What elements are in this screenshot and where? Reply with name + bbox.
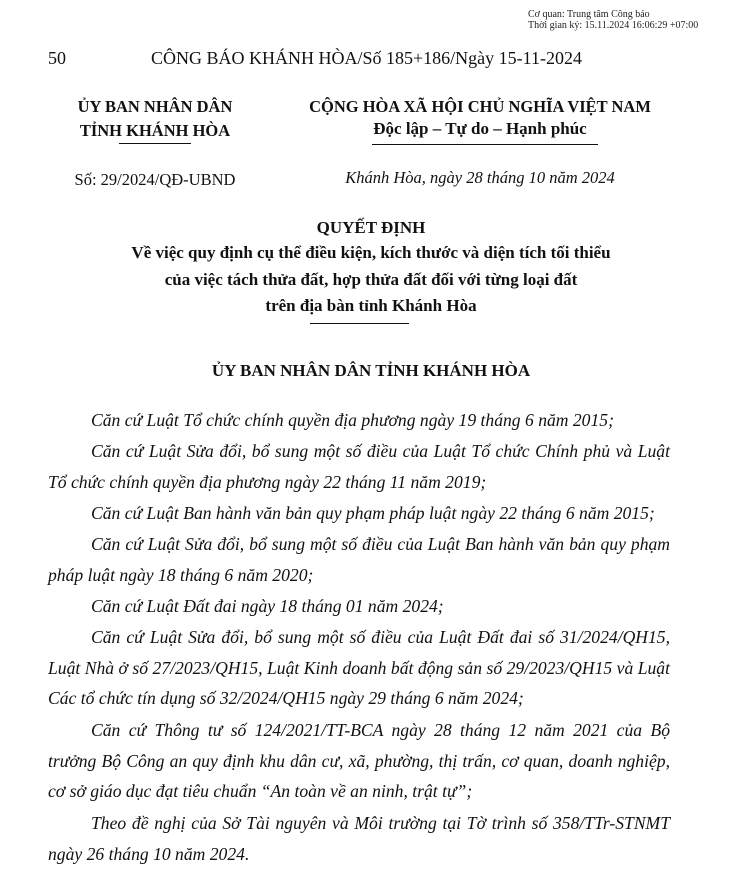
legal-basis-7: Căn cứ Thông tư số 124/2021/TT-BCA ngày 28 tháng 12 năm 2021 của Bộ trưởng Bộ Công an quy định khu dân cư, xã, phường, thị trấn, cơ quan, doanh nghiệp, cơ sở giáo dục đạt tiêu chuẩn “An toàn về an ninh, trật tự”; bbox=[48, 720, 670, 802]
subject-underline bbox=[310, 323, 409, 324]
signature-stamp-agency: Cơ quan: Trung tâm Công báo bbox=[528, 9, 650, 20]
proposal-paragraph: Theo đề nghị của Sở Tài nguyên và Môi trường tại Tờ trình số 358/TTr-STNMT ngày 26 tháng 10 năm 2024. bbox=[48, 813, 670, 864]
legal-basis-6: Căn cứ Luật Sửa đổi, bổ sung một số điều của Luật Đất đai số 31/2024/QH15, Luật Nhà ở số 27/2023/QH15, Luật Kinh doanh bất động sản số 29/2023/QH15 và Luật Các tổ chức tín dụng số 32/2024/QH15 ngày 29 tháng 6 năm 2024; bbox=[48, 627, 670, 709]
issuer-line-2: TỈNH KHÁNH HÒA bbox=[79, 121, 231, 140]
decision-title: QUYẾT ĐỊNH bbox=[316, 218, 426, 237]
motto-underline bbox=[372, 144, 598, 145]
gazette-header: CÔNG BÁO KHÁNH HÒA/Số 185+186/Ngày 15-11-2024 bbox=[151, 48, 582, 68]
decision-subject-line-3: trên địa bàn tỉnh Khánh Hòa bbox=[265, 296, 477, 315]
legal-basis-5: Căn cứ Luật Đất đai ngày 18 tháng 01 năm 2024; bbox=[91, 596, 444, 616]
decision-subject-line-1: Về việc quy định cụ thể điều kiện, kích thước và diện tích tối thiểu bbox=[131, 243, 611, 262]
signature-stamp-time: Thời gian ký: 15.11.2024 16:06:29 +07:00 bbox=[528, 20, 699, 31]
legal-basis-1: Căn cứ Luật Tổ chức chính quyền địa phương ngày 19 tháng 6 năm 2015; bbox=[91, 410, 614, 430]
document-number: Số: 29/2024/QĐ-UBND bbox=[74, 170, 236, 189]
place-date: Khánh Hòa, ngày 28 tháng 10 năm 2024 bbox=[345, 168, 615, 187]
legal-basis-2: Căn cứ Luật Sửa đổi, bổ sung một số điều của Luật Tổ chức Chính phủ và Luật Tổ chức chính quyền địa phương ngày 22 tháng 11 năm 2019; bbox=[48, 441, 670, 492]
legal-basis-3: Căn cứ Luật Ban hành văn bản quy phạm pháp luật ngày 22 tháng 6 năm 2015; bbox=[91, 503, 655, 523]
national-motto: Độc lập – Tự do – Hạnh phúc bbox=[373, 119, 587, 138]
decision-subject-line-2: của việc tách thửa đất, hợp thửa đất đối với từng loại đất bbox=[164, 270, 578, 289]
republic-name: CỘNG HÒA XÃ HỘI CHỦ NGHĨA VIỆT NAM bbox=[309, 97, 651, 116]
issuer-line-1: ỦY BAN NHÂN DÂN bbox=[77, 97, 233, 116]
issuer-underline bbox=[119, 143, 191, 144]
page-number: 50 bbox=[48, 48, 66, 68]
legal-basis-4: Căn cứ Luật Sửa đổi, bổ sung một số điều của Luật Ban hành văn bản quy phạm pháp luật ngày 18 tháng 6 năm 2020; bbox=[48, 534, 670, 585]
authority-heading: ỦY BAN NHÂN DÂN TỈNH KHÁNH HÒA bbox=[211, 361, 531, 380]
